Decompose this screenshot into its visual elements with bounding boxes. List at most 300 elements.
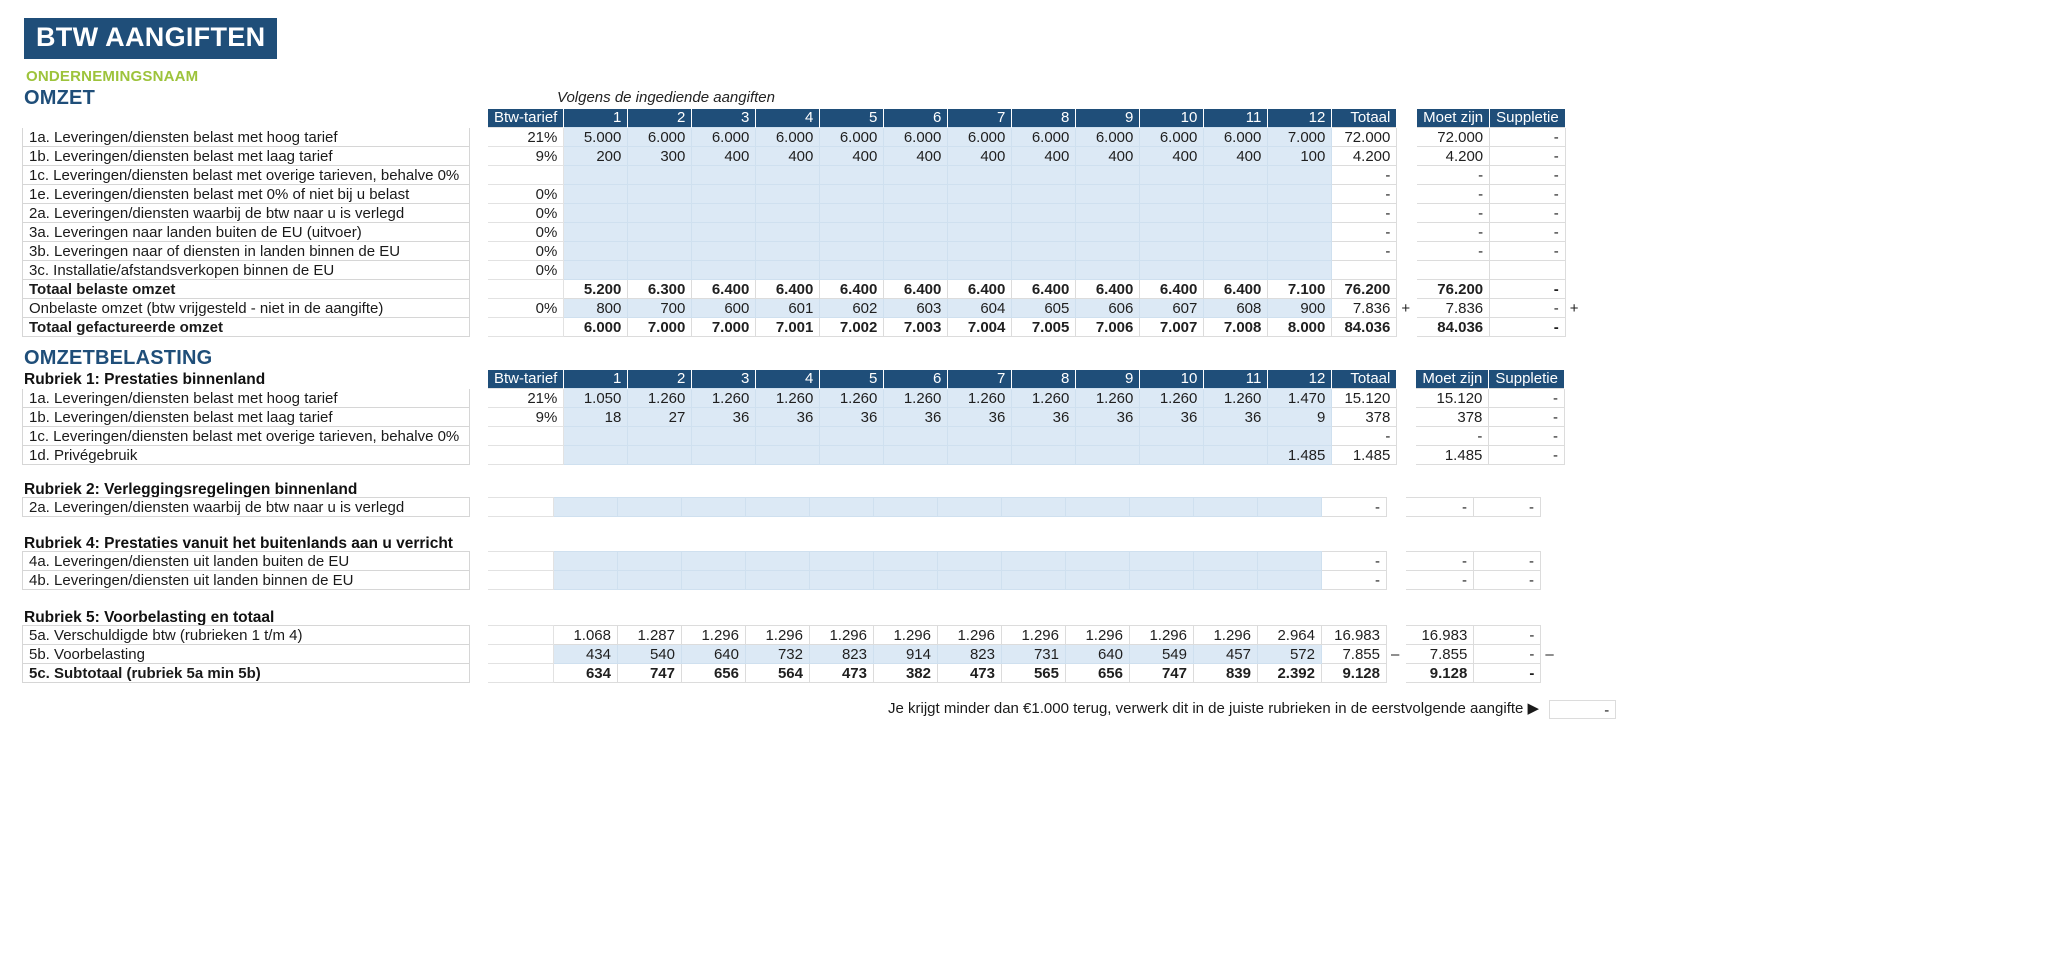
cell-month-9[interactable]	[1076, 427, 1140, 446]
cell-month-5[interactable]: 36	[820, 408, 884, 427]
cell-month-7[interactable]: 1.260	[948, 389, 1012, 408]
cell-month-2[interactable]: 1.287	[618, 626, 682, 645]
cell-month-7[interactable]	[948, 223, 1012, 242]
cell-month-10[interactable]	[1140, 185, 1204, 204]
cell-month-5[interactable]	[820, 427, 884, 446]
cell-month-3[interactable]: 6.400	[692, 280, 756, 299]
cell-moet-zijn[interactable]: -	[1406, 552, 1474, 571]
cell-month-6[interactable]: 7.003	[884, 318, 948, 337]
cell-suppletie: -	[1490, 242, 1566, 261]
cell-month-8[interactable]	[1012, 427, 1076, 446]
cell-month-6[interactable]: 6.400	[884, 280, 948, 299]
cell-month-11[interactable]	[1204, 166, 1268, 185]
cell-month-11[interactable]: 400	[1204, 147, 1268, 166]
cell-moet-zijn[interactable]: 16.983	[1406, 626, 1474, 645]
cell-moet-zijn[interactable]: -	[1406, 498, 1474, 517]
cell-month-8[interactable]: 400	[1012, 147, 1076, 166]
cell-month-10[interactable]	[1130, 498, 1194, 517]
cell-month-4[interactable]: 564	[746, 664, 810, 683]
cell-month-4[interactable]: 36	[756, 408, 820, 427]
cell-month-3[interactable]: 640	[682, 645, 746, 664]
cell-moet-zijn[interactable]: -	[1417, 223, 1490, 242]
cell-month-10[interactable]: 607	[1140, 299, 1204, 318]
cell-month-9[interactable]: 640	[1066, 645, 1130, 664]
cell-month-6[interactable]	[884, 185, 948, 204]
cell-month-9[interactable]: 36	[1076, 408, 1140, 427]
cell-month-2[interactable]	[618, 552, 682, 571]
cell-month-6[interactable]: 6.000	[884, 128, 948, 147]
cell-month-4[interactable]	[756, 223, 820, 242]
cell-moet-zijn[interactable]: -	[1406, 571, 1474, 590]
cell-btw-tarief[interactable]	[488, 571, 554, 590]
cell-month-1[interactable]: 1.050	[564, 389, 628, 408]
cell-month-12[interactable]	[1268, 223, 1332, 242]
cell-month-2[interactable]	[628, 223, 692, 242]
cell-month-11[interactable]: 7.008	[1204, 318, 1268, 337]
cell-month-5[interactable]: 6.000	[820, 128, 884, 147]
cell-btw-tarief[interactable]: 0%	[488, 185, 564, 204]
cell-month-3[interactable]: 36	[692, 408, 756, 427]
cell-month-8[interactable]	[1002, 498, 1066, 517]
cell-month-11[interactable]: 1.296	[1194, 626, 1258, 645]
cell-month-2[interactable]	[628, 242, 692, 261]
cell-moet-zijn[interactable]	[1417, 261, 1490, 280]
cell-month-11[interactable]: 608	[1204, 299, 1268, 318]
cell-month-5[interactable]	[810, 498, 874, 517]
cell-month-3[interactable]	[692, 446, 756, 465]
cell-month-3[interactable]: 6.000	[692, 128, 756, 147]
cell-month-11[interactable]: 457	[1194, 645, 1258, 664]
cell-month-2[interactable]	[628, 166, 692, 185]
cell-month-1[interactable]	[564, 427, 628, 446]
cell-month-11[interactable]: 6.000	[1204, 128, 1268, 147]
cell-month-11[interactable]	[1194, 552, 1258, 571]
cell-month-1[interactable]: 1.068	[554, 626, 618, 645]
cell-month-11[interactable]	[1204, 261, 1268, 280]
cell-month-10[interactable]: 1.296	[1130, 626, 1194, 645]
cell-month-3[interactable]	[692, 427, 756, 446]
cell-month-3[interactable]: 400	[692, 147, 756, 166]
cell-month-5[interactable]	[810, 571, 874, 590]
cell-month-8[interactable]: 565	[1002, 664, 1066, 683]
cell-moet-zijn[interactable]: 4.200	[1417, 147, 1490, 166]
cell-month-11[interactable]	[1204, 242, 1268, 261]
cell-month-12[interactable]	[1268, 261, 1332, 280]
cell-month-6[interactable]	[874, 498, 938, 517]
cell-month-6[interactable]: 1.296	[874, 626, 938, 645]
cell-moet-zijn[interactable]: 9.128	[1406, 664, 1474, 683]
cell-btw-tarief[interactable]: 9%	[488, 147, 564, 166]
cell-month-3[interactable]	[682, 552, 746, 571]
cell-btw-tarief[interactable]: 0%	[488, 223, 564, 242]
cell-month-9[interactable]: 7.006	[1076, 318, 1140, 337]
cell-month-2[interactable]: 6.300	[628, 280, 692, 299]
cell-month-10[interactable]: 7.007	[1140, 318, 1204, 337]
cell-month-12[interactable]	[1268, 427, 1332, 446]
cell-month-12[interactable]	[1258, 498, 1322, 517]
cell-month-3[interactable]	[682, 571, 746, 590]
cell-moet-zijn[interactable]: 84.036	[1417, 318, 1490, 337]
cell-month-5[interactable]: 823	[810, 645, 874, 664]
cell-month-1[interactable]: 800	[564, 299, 628, 318]
cell-month-8[interactable]	[1002, 552, 1066, 571]
cell-month-10[interactable]: 549	[1130, 645, 1194, 664]
cell-month-3[interactable]: 600	[692, 299, 756, 318]
cell-month-6[interactable]: 914	[874, 645, 938, 664]
cell-month-6[interactable]	[884, 204, 948, 223]
cell-month-5[interactable]	[820, 166, 884, 185]
cell-moet-zijn[interactable]: 76.200	[1417, 280, 1490, 299]
cell-month-3[interactable]	[692, 166, 756, 185]
cell-month-2[interactable]	[628, 185, 692, 204]
cell-moet-zijn[interactable]: 15.120	[1416, 389, 1489, 408]
cell-month-1[interactable]: 5.000	[564, 128, 628, 147]
cell-month-7[interactable]	[948, 204, 1012, 223]
cell-month-1[interactable]: 18	[564, 408, 628, 427]
cell-month-9[interactable]	[1066, 498, 1130, 517]
cell-month-11[interactable]: 36	[1204, 408, 1268, 427]
cell-month-1[interactable]	[554, 552, 618, 571]
cell-month-6[interactable]	[874, 571, 938, 590]
cell-month-8[interactable]: 1.296	[1002, 626, 1066, 645]
cell-month-5[interactable]: 1.296	[810, 626, 874, 645]
cell-month-10[interactable]: 747	[1130, 664, 1194, 683]
cell-month-7[interactable]	[938, 552, 1002, 571]
cell-month-10[interactable]	[1130, 571, 1194, 590]
cell-month-6[interactable]: 382	[874, 664, 938, 683]
cell-month-2[interactable]: 6.000	[628, 128, 692, 147]
rubriek-5-heading: Rubriek 5: Voorbelasting en totaal	[24, 609, 275, 626]
cell-month-12[interactable]: 1.470	[1268, 389, 1332, 408]
cell-month-5[interactable]: 7.002	[820, 318, 884, 337]
cell-month-1[interactable]	[564, 242, 628, 261]
cell-month-11[interactable]: 839	[1194, 664, 1258, 683]
cell-month-2[interactable]	[618, 498, 682, 517]
cell-month-9[interactable]: 656	[1066, 664, 1130, 683]
cell-moet-zijn[interactable]: 72.000	[1417, 128, 1490, 147]
cell-month-2[interactable]: 747	[618, 664, 682, 683]
cell-month-12[interactable]: 2.964	[1258, 626, 1322, 645]
cell-month-9[interactable]	[1076, 446, 1140, 465]
cell-month-2[interactable]	[628, 427, 692, 446]
cell-month-1[interactable]	[564, 166, 628, 185]
cell-month-8[interactable]: 605	[1012, 299, 1076, 318]
cell-month-7[interactable]: 604	[948, 299, 1012, 318]
cell-moet-zijn[interactable]: -	[1417, 242, 1490, 261]
cell-btw-tarief[interactable]: 0%	[488, 261, 564, 280]
cell-month-11[interactable]	[1204, 204, 1268, 223]
cell-month-8[interactable]	[1012, 223, 1076, 242]
cell-month-9[interactable]	[1076, 166, 1140, 185]
cell-month-2[interactable]: 700	[628, 299, 692, 318]
cell-btw-tarief[interactable]	[488, 446, 564, 465]
cell-month-11[interactable]: 1.260	[1204, 389, 1268, 408]
cell-month-10[interactable]	[1140, 446, 1204, 465]
cell-month-2[interactable]: 7.000	[628, 318, 692, 337]
cell-month-7[interactable]	[938, 571, 1002, 590]
cell-month-8[interactable]	[1012, 446, 1076, 465]
cell-btw-tarief[interactable]	[488, 427, 564, 446]
cell-month-4[interactable]	[756, 427, 820, 446]
cell-month-4[interactable]: 1.296	[746, 626, 810, 645]
cell-month-4[interactable]	[756, 261, 820, 280]
cell-btw-tarief[interactable]	[488, 664, 554, 683]
cell-month-12[interactable]	[1268, 185, 1332, 204]
cell-month-9[interactable]	[1076, 185, 1140, 204]
cell-month-1[interactable]	[554, 498, 618, 517]
cell-month-8[interactable]: 6.400	[1012, 280, 1076, 299]
cell-month-2[interactable]	[628, 261, 692, 280]
cell-month-5[interactable]: 602	[820, 299, 884, 318]
cell-month-3[interactable]	[692, 261, 756, 280]
cell-month-3[interactable]: 1.296	[682, 626, 746, 645]
cell-month-2[interactable]	[628, 446, 692, 465]
cell-month-3[interactable]: 656	[682, 664, 746, 683]
cell-month-1[interactable]	[564, 261, 628, 280]
cell-month-3[interactable]	[682, 498, 746, 517]
cell-month-4[interactable]	[756, 166, 820, 185]
cell-month-7[interactable]: 400	[948, 147, 1012, 166]
cell-month-10[interactable]	[1140, 166, 1204, 185]
cell-month-6[interactable]	[874, 552, 938, 571]
cell-month-4[interactable]: 601	[756, 299, 820, 318]
cell-month-9[interactable]: 1.296	[1066, 626, 1130, 645]
cell-month-1[interactable]: 5.200	[564, 280, 628, 299]
cell-suppletie: -	[1490, 204, 1566, 223]
cell-btw-tarief[interactable]	[488, 645, 554, 664]
cell-month-5[interactable]: 400	[820, 147, 884, 166]
cell-month-10[interactable]: 6.400	[1140, 280, 1204, 299]
cell-month-2[interactable]	[618, 571, 682, 590]
cell-month-3[interactable]	[692, 223, 756, 242]
cell-month-7[interactable]	[948, 185, 1012, 204]
cell-month-7[interactable]	[948, 261, 1012, 280]
cell-btw-tarief[interactable]: 9%	[488, 408, 564, 427]
cell-month-4[interactable]	[756, 446, 820, 465]
cell-month-10[interactable]	[1140, 242, 1204, 261]
cell-month-1[interactable]	[564, 204, 628, 223]
cell-month-4[interactable]	[746, 552, 810, 571]
cell-month-12[interactable]: 7.100	[1268, 280, 1332, 299]
cell-month-6[interactable]	[884, 427, 948, 446]
cell-month-12[interactable]: 100	[1268, 147, 1332, 166]
cell-month-7[interactable]	[948, 427, 1012, 446]
cell-btw-tarief[interactable]: 0%	[488, 204, 564, 223]
cell-month-7[interactable]	[948, 166, 1012, 185]
cell-month-8[interactable]: 7.005	[1012, 318, 1076, 337]
cell-month-9[interactable]	[1066, 571, 1130, 590]
cell-month-10[interactable]: 36	[1140, 408, 1204, 427]
cell-month-2[interactable]	[628, 204, 692, 223]
cell-btw-tarief[interactable]	[488, 626, 554, 645]
cell-btw-tarief[interactable]: 0%	[488, 242, 564, 261]
cell-moet-zijn[interactable]: -	[1417, 204, 1490, 223]
cell-month-12[interactable]	[1258, 552, 1322, 571]
cell-btw-tarief[interactable]: 21%	[488, 128, 564, 147]
cell-month-11[interactable]	[1204, 446, 1268, 465]
cell-month-6[interactable]	[884, 242, 948, 261]
cell-month-1[interactable]	[554, 571, 618, 590]
cell-month-5[interactable]	[820, 261, 884, 280]
cell-month-3[interactable]	[692, 204, 756, 223]
cell-month-7[interactable]: 473	[938, 664, 1002, 683]
cell-month-7[interactable]	[948, 446, 1012, 465]
cell-btw-tarief[interactable]: 21%	[488, 389, 564, 408]
cell-month-9[interactable]: 6.400	[1076, 280, 1140, 299]
cell-month-9[interactable]: 6.000	[1076, 128, 1140, 147]
cell-month-6[interactable]: 36	[884, 408, 948, 427]
cell-month-2[interactable]: 1.260	[628, 389, 692, 408]
cell-month-3[interactable]	[692, 185, 756, 204]
cell-month-9[interactable]	[1076, 223, 1140, 242]
cell-month-8[interactable]: 731	[1002, 645, 1066, 664]
cell-month-4[interactable]	[756, 204, 820, 223]
cell-month-9[interactable]: 1.260	[1076, 389, 1140, 408]
cell-operator-sign-right	[1565, 147, 1587, 166]
cell-month-7[interactable]: 7.004	[948, 318, 1012, 337]
cell-month-12[interactable]	[1268, 242, 1332, 261]
cell-month-5[interactable]: 473	[810, 664, 874, 683]
cell-btw-tarief[interactable]	[488, 166, 564, 185]
cell-month-5[interactable]	[820, 223, 884, 242]
cell-month-11[interactable]	[1204, 427, 1268, 446]
cell-month-10[interactable]	[1140, 427, 1204, 446]
cell-month-9[interactable]: 606	[1076, 299, 1140, 318]
cell-month-10[interactable]	[1140, 261, 1204, 280]
cell-month-5[interactable]	[820, 446, 884, 465]
cell-month-7[interactable]: 36	[948, 408, 1012, 427]
cell-month-7[interactable]: 823	[938, 645, 1002, 664]
cell-month-1[interactable]	[564, 446, 628, 465]
cell-month-2[interactable]: 540	[618, 645, 682, 664]
cell-month-4[interactable]	[746, 498, 810, 517]
cell-month-4[interactable]	[756, 185, 820, 204]
cell-month-9[interactable]	[1076, 242, 1140, 261]
cell-month-10[interactable]	[1140, 204, 1204, 223]
cell-month-1[interactable]: 6.000	[564, 318, 628, 337]
cell-month-12[interactable]: 572	[1258, 645, 1322, 664]
cell-month-10[interactable]	[1140, 223, 1204, 242]
cell-moet-zijn[interactable]: -	[1417, 185, 1490, 204]
cell-month-1[interactable]	[564, 185, 628, 204]
cell-month-12[interactable]	[1268, 204, 1332, 223]
cell-month-6[interactable]	[884, 223, 948, 242]
cell-month-10[interactable]: 6.000	[1140, 128, 1204, 147]
cell-moet-zijn[interactable]: 7.836	[1417, 299, 1490, 318]
cell-month-10[interactable]	[1130, 552, 1194, 571]
cell-month-6[interactable]: 1.260	[884, 389, 948, 408]
cell-month-6[interactable]	[884, 166, 948, 185]
row-label: 3c. Installatie/afstandsverkopen binnen de EU	[23, 261, 470, 280]
cell-month-1[interactable]	[564, 223, 628, 242]
cell-month-12[interactable]: 1.485	[1268, 446, 1332, 465]
cell-month-5[interactable]: 1.260	[820, 389, 884, 408]
cell-month-8[interactable]	[1002, 571, 1066, 590]
cell-month-12[interactable]: 7.000	[1268, 128, 1332, 147]
cell-month-4[interactable]: 7.001	[756, 318, 820, 337]
cell-month-11[interactable]	[1204, 185, 1268, 204]
cell-month-7[interactable]: 6.400	[948, 280, 1012, 299]
cell-month-1[interactable]: 634	[554, 664, 618, 683]
cell-month-8[interactable]	[1012, 261, 1076, 280]
cell-month-8[interactable]: 6.000	[1012, 128, 1076, 147]
cell-month-7[interactable]: 1.296	[938, 626, 1002, 645]
cell-month-7[interactable]	[948, 242, 1012, 261]
cell-month-10[interactable]: 1.260	[1140, 389, 1204, 408]
cell-moet-zijn[interactable]: -	[1417, 166, 1490, 185]
cell-month-6[interactable]	[884, 446, 948, 465]
column-header-month-11: 11	[1204, 370, 1268, 389]
cell-month-5[interactable]	[820, 242, 884, 261]
cell-month-4[interactable]: 1.260	[756, 389, 820, 408]
cell-month-3[interactable]: 7.000	[692, 318, 756, 337]
cell-month-9[interactable]	[1076, 204, 1140, 223]
cell-month-10[interactable]: 400	[1140, 147, 1204, 166]
cell-month-2[interactable]: 300	[628, 147, 692, 166]
cell-month-5[interactable]	[820, 204, 884, 223]
cell-month-4[interactable]	[746, 571, 810, 590]
cell-month-4[interactable]: 6.400	[756, 280, 820, 299]
cell-month-12[interactable]	[1258, 571, 1322, 590]
cell-btw-tarief[interactable]	[488, 280, 564, 299]
cell-moet-zijn[interactable]: 378	[1416, 408, 1489, 427]
cell-month-6[interactable]: 603	[884, 299, 948, 318]
cell-month-9[interactable]	[1076, 261, 1140, 280]
cell-month-3[interactable]: 1.260	[692, 389, 756, 408]
cell-month-8[interactable]	[1012, 166, 1076, 185]
cell-moet-zijn[interactable]: -	[1416, 427, 1489, 446]
cell-month-8[interactable]	[1012, 242, 1076, 261]
cell-month-8[interactable]	[1012, 185, 1076, 204]
cell-btw-tarief[interactable]: 0%	[488, 299, 564, 318]
cell-month-5[interactable]: 6.400	[820, 280, 884, 299]
cell-month-7[interactable]: 6.000	[948, 128, 1012, 147]
cell-moet-zijn[interactable]: 1.485	[1416, 446, 1489, 465]
cell-month-9[interactable]	[1066, 552, 1130, 571]
cell-month-11[interactable]	[1194, 571, 1258, 590]
cell-moet-zijn[interactable]: 7.855	[1406, 645, 1474, 664]
cell-month-11[interactable]	[1204, 223, 1268, 242]
cell-btw-tarief[interactable]	[488, 498, 554, 517]
cell-month-5[interactable]	[810, 552, 874, 571]
cell-month-1[interactable]: 434	[554, 645, 618, 664]
cell-month-8[interactable]: 36	[1012, 408, 1076, 427]
cell-month-7[interactable]	[938, 498, 1002, 517]
cell-month-12[interactable]: 8.000	[1268, 318, 1332, 337]
cell-month-4[interactable]: 400	[756, 147, 820, 166]
cell-month-1[interactable]: 200	[564, 147, 628, 166]
cell-month-8[interactable]	[1012, 204, 1076, 223]
cell-month-8[interactable]: 1.260	[1012, 389, 1076, 408]
cell-month-12[interactable]: 9	[1268, 408, 1332, 427]
cell-month-6[interactable]	[884, 261, 948, 280]
cell-month-6[interactable]: 400	[884, 147, 948, 166]
cell-month-3[interactable]	[692, 242, 756, 261]
cell-month-12[interactable]: 2.392	[1258, 664, 1322, 683]
cell-month-2[interactable]: 27	[628, 408, 692, 427]
cell-month-11[interactable]: 6.400	[1204, 280, 1268, 299]
cell-month-5[interactable]	[820, 185, 884, 204]
cell-btw-tarief[interactable]	[488, 318, 564, 337]
cell-month-4[interactable]: 6.000	[756, 128, 820, 147]
cell-btw-tarief[interactable]	[488, 552, 554, 571]
cell-month-4[interactable]	[756, 242, 820, 261]
cell-month-11[interactable]	[1194, 498, 1258, 517]
cell-month-12[interactable]: 900	[1268, 299, 1332, 318]
cell-month-12[interactable]	[1268, 166, 1332, 185]
cell-month-9[interactable]: 400	[1076, 147, 1140, 166]
cell-month-4[interactable]: 732	[746, 645, 810, 664]
